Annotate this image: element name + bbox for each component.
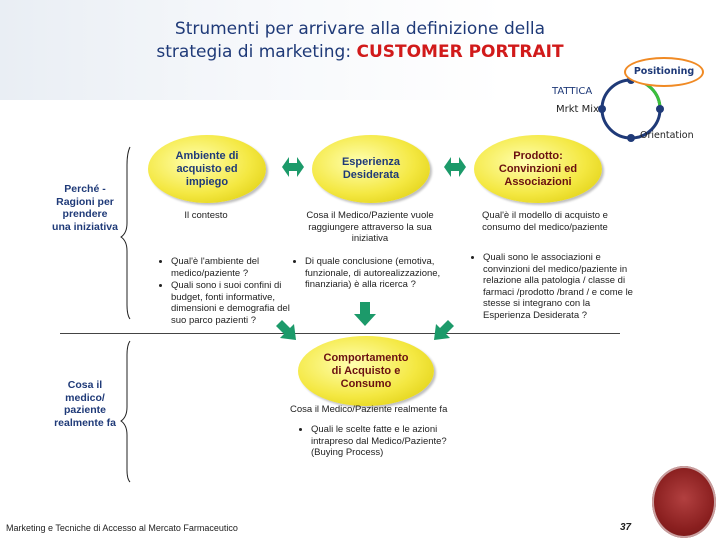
oval-esperienza-label: Esperienza Desiderata — [341, 156, 401, 181]
caption-ambiente: Il contesto — [184, 210, 228, 221]
orientation-label: Orientation — [640, 130, 694, 141]
list-item: • Quali sono le associazioni e convinzioni del medico/paziente in relazione alla patologia / classe di farmaci /prodotto /brand / e come le stesse si integrano con la Esperienza Desiderata ? — [483, 252, 635, 321]
tattica-label: TATTICA — [552, 86, 593, 97]
mrkt-mix-label: Mrkt Mix — [556, 104, 599, 115]
oval-prodotto-label: Prodotto: Convinzioni ed Associazioni — [498, 149, 578, 188]
arrow-down-left-icon — [430, 318, 456, 344]
title-prefix: strategia di marketing: — [156, 42, 357, 62]
list-item: • Di quale conclusione (emotiva, funzionale, di autorealizzazione, finanziaria) è alla ricerca ? — [305, 256, 461, 291]
page-number: 37 — [620, 522, 632, 533]
bullets-esperienza — [294, 256, 461, 292]
brackets — [118, 145, 134, 485]
perche-label: Perché - Ragioni per prendere una iniziativa — [52, 183, 118, 233]
oval-esperienza — [312, 135, 430, 203]
bullets-comportamento — [300, 424, 479, 460]
title-line-2 — [100, 41, 620, 64]
footer-course: Marketing e Tecniche di Accesso al Mercato Farmaceutico — [6, 523, 238, 533]
title-line-1: Strumenti per arrivare alla definizione della — [174, 19, 546, 39]
title-accent: CUSTOMER PORTRAIT — [356, 42, 564, 62]
oval-prodotto — [474, 135, 602, 203]
oval-ambiente-label: Ambiente di acquisto ed impiego — [175, 149, 239, 188]
caption-esperienza: Cosa il Medico/Paziente vuole raggiungere attraverso la sua iniziativa — [306, 210, 434, 242]
arrow-down-icon — [354, 302, 376, 326]
bullets-prodotto — [472, 252, 635, 322]
bullets-ambiente — [160, 256, 295, 327]
oval-comportamento — [298, 336, 434, 406]
cosa-label: Cosa il medico/ paziente realmente fa — [54, 379, 116, 429]
arrow-down-right-icon — [274, 318, 300, 344]
oval-ambiente — [148, 135, 266, 203]
caption-prodotto: Qual'è il modello di acquisto e consumo del medico/paziente — [482, 210, 608, 233]
slide-title — [100, 18, 620, 64]
positioning-label: Positioning — [633, 66, 695, 77]
university-seal-icon — [652, 466, 716, 538]
list-item: • Quali le scelte fatte e le azioni intrapreso dal Medico/Paziente? (Buying Process) — [311, 424, 479, 459]
double-arrow-icon — [282, 155, 304, 179]
oval-comportamento-label: Comportamento di Acquisto e Consumo — [323, 351, 409, 390]
section-divider — [60, 333, 620, 334]
list-item: • Qual'è l'ambiente del medico/paziente ? — [171, 256, 295, 279]
caption-comportamento: Cosa il Medico/Paziente realmente fa — [290, 404, 448, 415]
list-item: • Quali sono i suoi confini di budget, fonti informative, dimensioni e demografia del suo parco pazienti ? — [171, 280, 295, 326]
double-arrow-icon — [444, 155, 466, 179]
